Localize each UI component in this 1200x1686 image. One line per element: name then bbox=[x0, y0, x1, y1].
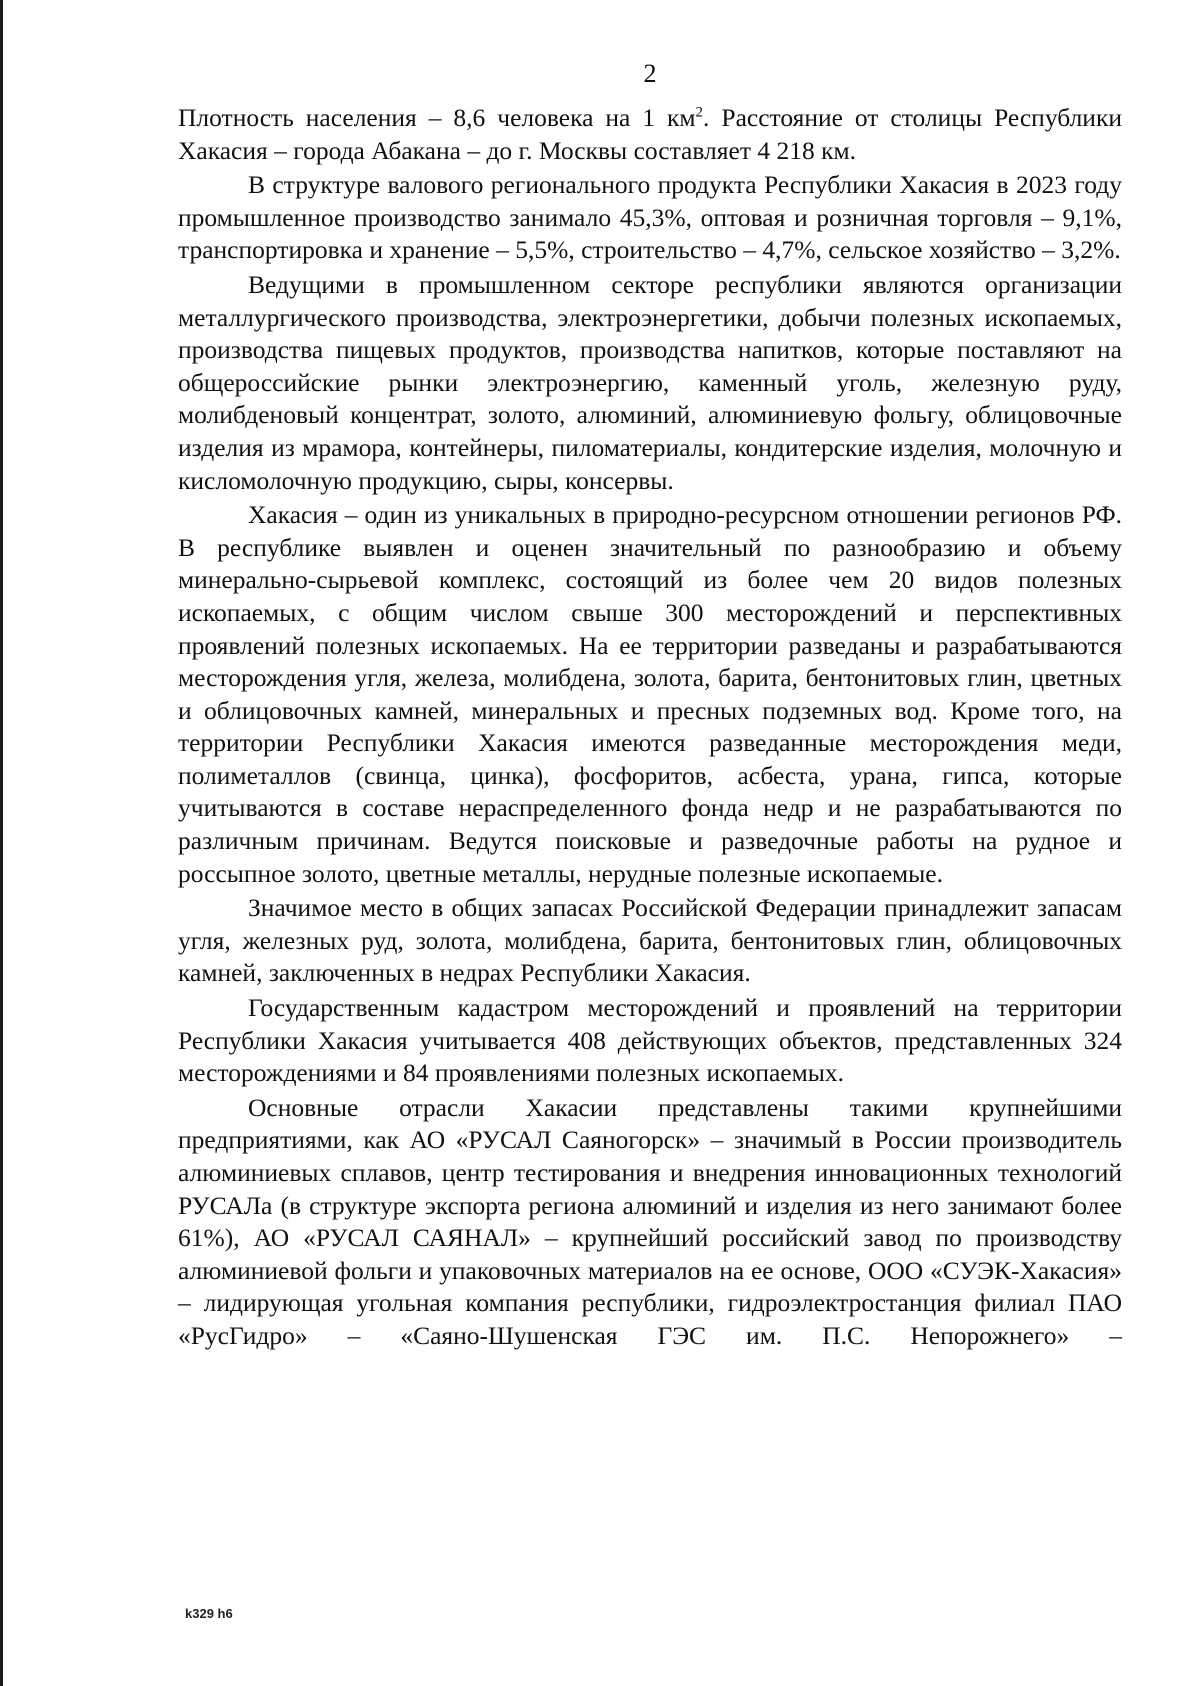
footer-code: k329 h6 bbox=[185, 1606, 233, 1621]
document-body bbox=[178, 102, 1122, 1355]
paragraph-cadastre: Государственным кадастром месторождений и проявлений на территории Республики Хакасия учитывается 408 действующих объектов, представленных 324 месторождениями и 84 проявлениями полезных ископаемых. bbox=[178, 993, 1122, 1088]
superscript: 2 bbox=[695, 104, 704, 121]
paragraph-grp-structure: В структуре валового регионального продукта Республики Хакасия в 2023 году промышленное производство занимало 45,3%, оптовая и розничная торговля – 9,1%, транспортировка и хранение – 5,5%, строительство – 4,7%, сельское хозяйство – 3,2%. bbox=[178, 170, 1122, 265]
paragraph-reserves: Значимое место в общих запасах Российской Федерации принадлежит запасам угля, железных руд, золота, молибдена, барита, бентонитовых глин, облицовочных камней, заключенных в недрах Республики Хакасия. bbox=[178, 893, 1122, 988]
paragraph-text: Плотность населения – 8,6 человека на 1 км bbox=[178, 103, 696, 132]
scan-edge bbox=[0, 0, 3, 1686]
paragraph-resources: Хакасия – один из уникальных в природно-ресурсном отношении регионов РФ. В республике выявлен и оценен значительный по разнообразию и объему минерально-сырьевой комплекс, состоящий из более чем 20 видов полезных ископаемых, с общим числом свыше 300 месторождений и перспективных проявлений полезных ископаемых. На ее территории разведаны и разрабатываются месторождения угля, железа, молибдена, золота, барита, бентонитовых глин, цветных и облицовочных камней, минеральных и пресных подземных вод. Кроме того, на территории Республики Хакасия имеются разведанные месторождения меди, полиметаллов (свинца, цинка), фосфоритов, асбеста, урана, гипса, которые учитываются в составе нераспределенного фонда недр и не разрабатываются по различным причинам. Ведутся поисковые и разведочные работы на рудное и россыпное золото, цветные металлы, нерудные полезные ископаемые. bbox=[178, 500, 1122, 888]
page-number: 2 bbox=[643, 59, 657, 88]
paragraph-population-density bbox=[178, 102, 1122, 167]
paragraph-industry: Ведущими в промышленном секторе республики являются организации металлургического производства, электроэнергетики, добычи полезных ископаемых, производства пищевых продуктов, производства напитков, которые поставляют на общероссийские рынки электроэнергию, каменный уголь, железную руду, молибденовый концентрат, золото, алюминий, алюминиевую фольгу, облицовочные изделия из мрамора, контейнеры, пиломатериалы, кондитерские изделия, молочную и кисломолочную продукцию, сыры, консервы. bbox=[178, 269, 1122, 495]
paragraph-text: . Расстояние от столицы Республики Хакасия – города Абакана – до г. Москвы составляет 4 218 км. bbox=[178, 103, 1122, 165]
paragraph-enterprises: Основные отрасли Хакасии представлены такими крупнейшими предприятиями, как АО «РУСАЛ Саяногорск» – значимый в России производитель алюминиевых сплавов, центр тестирования и внедрения инновационных технологий РУСАЛа (в структуре экспорта региона алюминий и изделия из него занимают более 61%), АО «РУСАЛ САЯНАЛ» – крупнейший российский завод по производству алюминиевой фольги и упаковочных материалов на ее основе, ООО «СУЭК-Хакасия» – лидирующая угольная компания республики, гидроэлектростанция филиал ПАО «РусГидро» – «Саяно-Шушенская ГЭС им. П.С. Непорожнего» – bbox=[178, 1092, 1122, 1350]
